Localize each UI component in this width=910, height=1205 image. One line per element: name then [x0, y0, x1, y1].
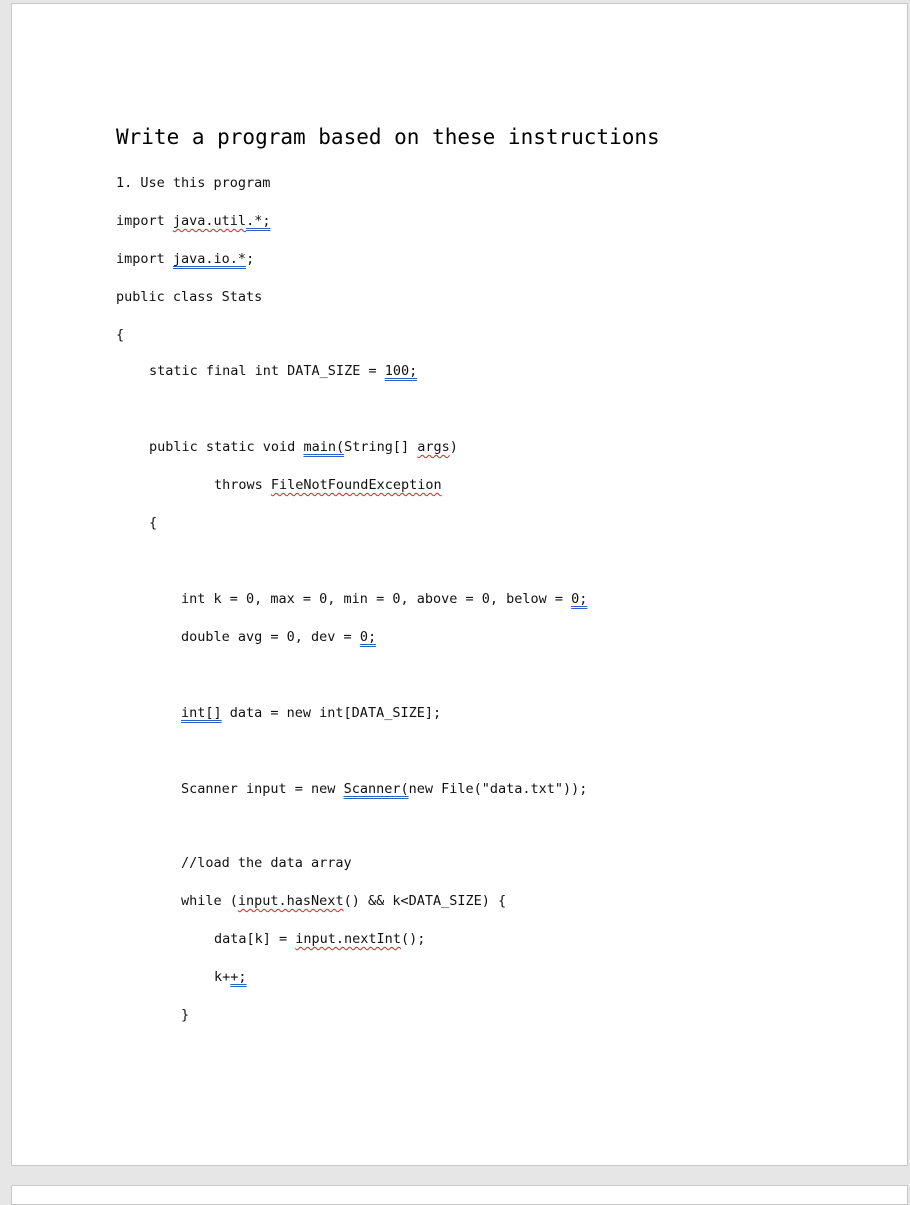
main-method-line [149, 438, 458, 456]
import-keyword: import [116, 251, 173, 267]
while-keyword: while ( [181, 893, 238, 909]
int-declaration-line [181, 590, 587, 608]
grammar-flag-int-array[interactable]: int[] [181, 705, 222, 721]
spelling-error-nextint[interactable]: input.nextInt [295, 931, 401, 947]
grammar-flag-scanner[interactable]: Scanner( [343, 781, 409, 797]
document-title: Write a program based on these instructions [116, 125, 660, 149]
import-io-tail: ; [246, 251, 255, 267]
array-declaration-line [181, 704, 441, 722]
spelling-error-java-util[interactable]: java.util [172, 213, 247, 229]
next-page-edge [11, 1185, 908, 1205]
while-close-brace: } [181, 1007, 190, 1023]
array-decl-rest: data = new int[DATA_SIZE]; [221, 705, 442, 721]
while-line [181, 892, 506, 910]
import-io-line [116, 250, 254, 268]
spelling-error-exception[interactable]: FileNotFoundException [270, 477, 442, 493]
import-util-line [116, 212, 270, 230]
while-rest: () && k<DATA_SIZE) { [343, 893, 507, 909]
grammar-flag-java-io[interactable]: java.io.* [172, 251, 247, 267]
spelling-error-hasnext[interactable]: input.hasNext [237, 893, 344, 909]
double-declaration-line [181, 628, 376, 646]
scanner-decl: Scanner input = new [181, 781, 344, 797]
assign-line [214, 930, 425, 948]
class-declaration-line: public class Stats [116, 289, 263, 305]
spelling-error-args[interactable]: args [417, 439, 450, 455]
load-comment-line: //load the data array [181, 855, 352, 871]
main-param-type: String[] [344, 439, 418, 455]
increment-line [214, 968, 247, 986]
assign-target: data[k] = [214, 931, 296, 947]
grammar-flag-data-size[interactable]: 100; [384, 363, 418, 379]
throws-keyword: throws [214, 477, 271, 493]
instruction-line: 1. Use this program [116, 175, 271, 191]
import-keyword: import [116, 213, 173, 229]
grammar-flag-main[interactable]: main( [303, 439, 345, 455]
scanner-rest: new File("data.txt")); [408, 781, 588, 797]
document-page [11, 3, 908, 1166]
grammar-flag-int-decl[interactable]: 0; [571, 591, 588, 607]
grammar-flag-increment[interactable]: +; [230, 969, 247, 985]
scanner-line [181, 780, 587, 798]
grammar-flag-import-util[interactable]: .*; [246, 213, 271, 229]
class-open-brace: { [116, 327, 125, 343]
data-size-line [149, 362, 417, 380]
main-modifiers: public static void [149, 439, 304, 455]
double-decl-text: double avg = 0, dev = [181, 629, 360, 645]
assign-rest: (); [400, 931, 426, 947]
main-close-paren: ) [449, 439, 458, 455]
main-open-brace: { [149, 515, 158, 531]
int-decl-text: int k = 0, max = 0, min = 0, above = 0, below = [181, 591, 572, 607]
throws-line [214, 476, 442, 494]
increment-text: k+ [214, 969, 231, 985]
grammar-flag-double-decl[interactable]: 0; [359, 629, 377, 645]
data-size-decl: static final int DATA_SIZE = [149, 363, 385, 379]
